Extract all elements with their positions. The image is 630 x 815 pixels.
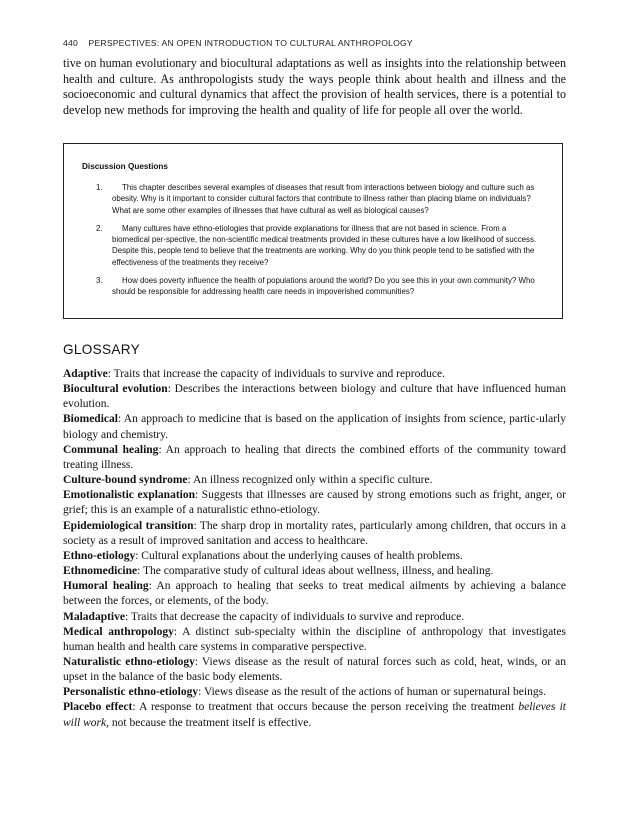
glossary-entry (63, 412, 566, 442)
glossary-term: Personalistic ethno-etiology (63, 686, 199, 699)
glossary-list (63, 367, 566, 731)
glossary-entry (63, 519, 566, 549)
discussion-item (82, 182, 538, 216)
glossary-term: Naturalistic ethno-etiology (63, 655, 195, 668)
glossary-definition: : An approach to healing that seeks to treat medical ailments by achieving a balance between the forces, or elements, of the body. (63, 580, 566, 608)
glossary-entry (63, 473, 566, 488)
discussion-item-number: 1. (96, 183, 103, 192)
discussion-title: Discussion Questions (82, 162, 168, 171)
glossary-definition: : An illness recognized only within a specific culture. (187, 474, 433, 487)
glossary-definition: : Suggests that illnesses are caused by strong emotions such as fright, anger, or grief; this is an example of a naturalistic ethno-etiology. (63, 489, 566, 517)
glossary-term: Ethnomedicine (63, 565, 138, 578)
glossary-definition: : Cultural explanations about the underlying causes of health problems. (135, 549, 463, 562)
glossary-entry (63, 579, 566, 609)
glossary-definition: : Describes the interactions between biology and culture that have influenced human evolution. (63, 383, 567, 411)
page-number: 440 (63, 38, 78, 48)
glossary-definition: : Views disease as the result of natural forces such as cold, heat, winds, or an upset in the balance of the basic body elements. (63, 655, 566, 684)
glossary-definition: : Traits that increase the capacity of individuals to survive and reproduce. (107, 368, 445, 380)
glossary-definition: : Views disease as the result of the actions of human or supernatural beings. (198, 686, 546, 699)
glossary-entry (63, 610, 566, 625)
glossary-entry (63, 488, 566, 518)
glossary-term: Maladaptive (63, 610, 125, 623)
glossary-term: Medical anthropology (63, 625, 174, 638)
discussion-list (82, 182, 538, 305)
discussion-item-text: This chapter describes several examples of diseases that result from interactions between biology and culture such as obesity. Why is it important to consider cultural factors that contribute to illness rather than placing blame on individuals? What are some other examples of illnesses that have cultural as well as biological causes? (112, 183, 535, 215)
discussion-questions-box (63, 143, 563, 319)
glossary-definition-tail: , not because the treatment itself is effective. (106, 716, 312, 729)
running-header (63, 38, 413, 48)
glossary-term: Ethno-etiology (63, 549, 136, 562)
glossary-term: Adaptive (63, 368, 108, 380)
glossary-entry (63, 700, 566, 730)
glossary-definition-emphasis: believes it will work (63, 701, 566, 729)
discussion-item-text: How does poverty influence the health of populations around the world? Do you see this in your own community? Who should be responsible for addressing health care needs in impoverished communities? (112, 276, 535, 297)
glossary-definition: : An approach to healing that directs the combined efforts of the community toward treating illness. (63, 443, 566, 471)
intro-paragraph: tive on human evolutionary and biocultural adaptations as well as insights into the relationship between health and culture. As anthropologists study the ways people think about health and illness and the socioeconomic and cultural dynamics that affect the provision of health services, there is a potential to develop new methods for improving the health and quality of life for people all over the world. (63, 56, 566, 117)
glossary-entry (63, 367, 566, 382)
running-title: PERSPECTIVES: AN OPEN INTRODUCTION TO CULTURAL ANTHROPOLOGY (88, 38, 413, 48)
glossary-entry (63, 685, 566, 700)
glossary-entry (63, 443, 566, 473)
glossary-term: Culture-bound syndrome (63, 474, 188, 487)
glossary-entry (63, 564, 566, 579)
glossary-title: GLOSSARY (63, 342, 140, 357)
glossary-entry (63, 655, 566, 685)
glossary-entry (63, 382, 566, 412)
glossary-definition: : The comparative study of cultural ideas about wellness, illness, and healing. (137, 565, 494, 578)
discussion-item (82, 275, 538, 298)
discussion-item-number: 3. (96, 276, 103, 286)
glossary-entry (63, 549, 566, 564)
glossary-term: Communal healing (63, 443, 159, 456)
glossary-definition: : Traits that decrease the capacity of individuals to survive and reproduce. (124, 610, 465, 623)
discussion-item-number: 2. (96, 223, 103, 233)
glossary-definition: : A distinct sub-specialty within the discipline of anthropology that investigates human health and health care systems in comparative perspective. (63, 625, 566, 653)
glossary-definition: : A response to treatment that occurs because the person receiving the treatment (132, 701, 519, 714)
discussion-item-text: Many cultures have ethno-etiologies that provide explanations for illness that are not based in science. From a biomedical per-spective, the non-scientific medical treatments provided in these cultures have a low likelihood of success. Despite this, people tend to believe that the treatments are working. Why do you think people tend to be satisfied with the effectiveness of the treatments they receive? (112, 223, 537, 267)
glossary-term: Humoral healing (63, 580, 149, 593)
glossary-term: Emotionalistic explanation (63, 489, 195, 502)
glossary-entry (63, 625, 566, 655)
glossary-definition: : An approach to medicine that is based on the application of insights from science, partic-ularly biology and chemistry. (63, 413, 566, 441)
glossary-term: Placebo effect (63, 701, 133, 714)
glossary-term: Epidemiological transition (63, 519, 194, 532)
discussion-item (82, 223, 538, 268)
glossary-definition: : The sharp drop in mortality rates, particularly among children, that occurs in a society as a result of improved sanitation and access to healthcare. (63, 519, 566, 547)
glossary-term: Biocultural evolution (63, 383, 168, 396)
glossary-term: Biomedical (63, 413, 118, 426)
